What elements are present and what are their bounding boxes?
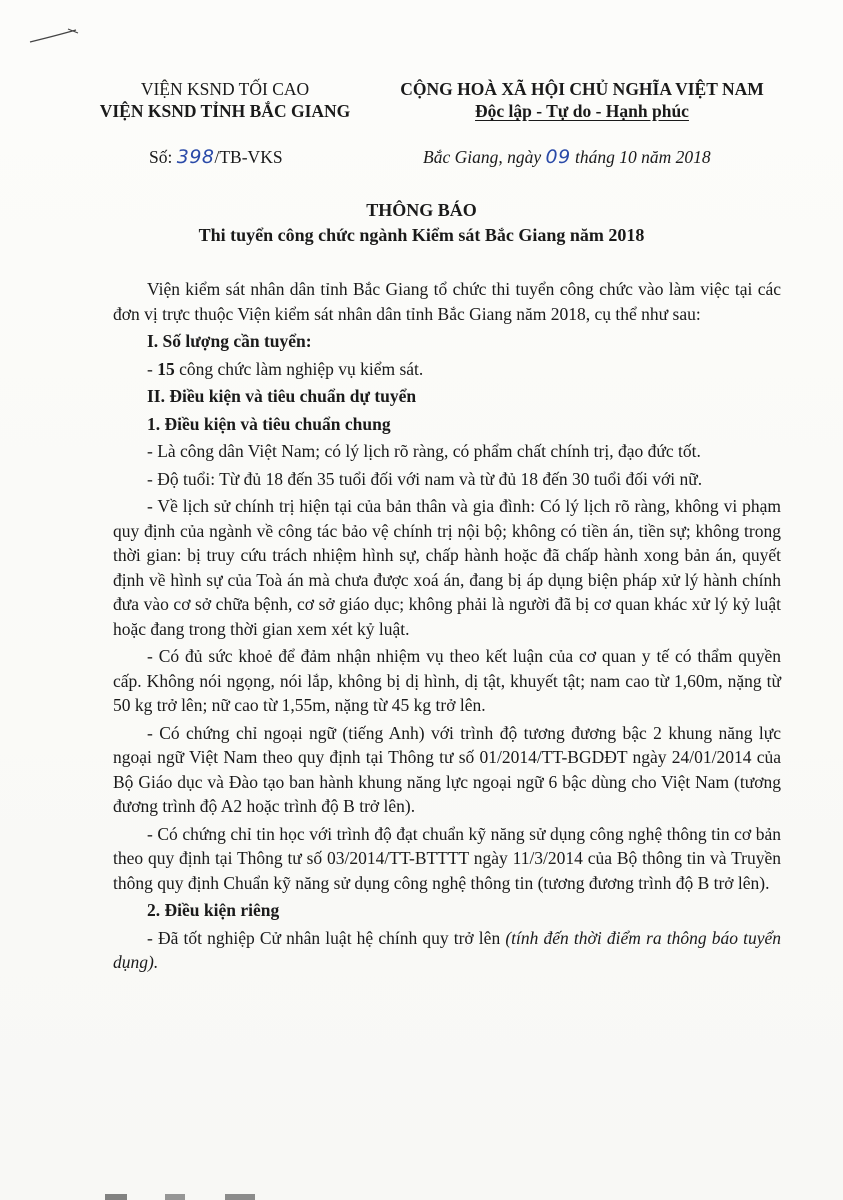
section-1-heading: I. Số lượng cần tuyển:	[147, 331, 312, 351]
number-suffix: /TB-VKS	[214, 147, 283, 167]
document-subtitle: Thi tuyển công chức ngành Kiểm sát Bắc Giang năm 2018	[198, 225, 645, 245]
document-number	[149, 146, 283, 168]
condition-political-history: - Về lịch sử chính trị hiện tại của bản thân và gia đình: Có lý lịch rõ ràng, không vi phạm quy định của ngành về công tác bảo vệ chính trị nội bộ; không có tiền án, tiền sự; không trong thời gian: bị truy cứu trách nhiệm hình sự, chấp hành hoặc đã chấp hành xong bản án, quyết định về hình sự của Toà án mà chưa được xoá án, đang bị áp dụng biện pháp xử lý hành chính đưa vào cơ sở chữa bệnh, cơ sở giáo dục; không phải là người đã bị cơ quan khác xử lý kỷ luật hoặc đang trong thời gian xem xét kỷ luật.	[113, 496, 781, 639]
recruit-count: 15	[157, 358, 175, 379]
scan-artifact-mark	[28, 26, 82, 46]
agency-line-2: VIỆN KSND TỈNH BẮC GIANG	[99, 101, 351, 121]
condition-it-certificate: - Có chứng chỉ tin học với trình độ đạt chuẩn kỹ năng sử dụng công nghệ thông tin cơ bản theo quy định tại Thông tư số 03/2014/TT-BTTTT ngày 11/3/2014 của Bộ thông tin và Truyền thông quy định Chuẩn kỹ năng sử dụng công nghệ thông tin (tương đương trình độ B trở lên).	[113, 823, 781, 893]
date-prefix: Bắc Giang, ngày	[423, 147, 546, 167]
handwritten-day: 09	[545, 146, 571, 168]
item-text: công chức làm nghiệp vụ kiểm sát.	[174, 358, 424, 379]
subsection-1-heading: 1. Điều kiện và tiêu chuẩn chung	[147, 413, 391, 434]
handwritten-number: 398	[176, 146, 215, 168]
document-title: THÔNG BÁO	[366, 200, 477, 220]
subsection-2-heading: 2. Điều kiện riêng	[147, 900, 280, 920]
nation-line-1: CỘNG HOÀ XÃ HỘI CHỦ NGHĨA VIỆT NAM	[400, 79, 764, 99]
nation-line-2: Độc lập - Tự do - Hạnh phúc	[475, 101, 689, 121]
agency-header	[95, 78, 355, 122]
condition-health: - Có đủ sức khoẻ để đảm nhận nhiệm vụ theo kết luận của cơ quan y tế có thẩm quyền cấp. Không nói ngọng, nói lắp, không bị dị hình, dị tật, khuyết tật; nam cao từ 1,60m, nặng từ 50 kg trở lên; nữ cao từ 1,55m, nặng từ 45 kg trở lên.	[113, 646, 781, 715]
condition-citizenship: - Là công dân Việt Nam; có lý lịch rõ ràng, có phẩm chất chính trị, đạo đức tốt.	[147, 441, 701, 461]
date-suffix: tháng 10 năm 2018	[570, 147, 711, 167]
scan-edge-artifact	[105, 1194, 325, 1200]
condition-foreign-language: - Có chứng chỉ ngoại ngữ (tiếng Anh) với trình độ tương đương bậc 2 khung năng lực ngoại ngữ Việt Nam theo quy định tại Thông tư số 01/2014/TT-BGDĐT ngày 24/01/2014 của Bộ Giáo dục và Đào tạo ban hành khung năng lực ngoại ngữ 6 bậc dùng cho Việt Nam (tương đương trình độ A2 hoặc trình độ B trở lên).	[113, 722, 781, 816]
item-dash: -	[147, 358, 158, 379]
number-prefix: Số:	[149, 147, 177, 167]
agency-line-1: VIỆN KSND TỐI CAO	[140, 79, 310, 99]
section-2-heading: II. Điều kiện và tiêu chuẩn dự tuyển	[147, 386, 417, 406]
degree-text: - Đã tốt nghiệp Cử nhân luật hệ chính quy trở lên	[147, 927, 506, 948]
degree-note: (tính đến thời điểm ra thông báo tuyển dụng).	[113, 927, 781, 972]
intro-paragraph: Viện kiểm sát nhân dân tỉnh Bắc Giang tổ chức thi tuyển công chức vào làm việc tại các đơn vị trực thuộc Viện kiểm sát nhân dân tỉnh Bắc Giang năm 2018, cụ thể như sau:	[113, 279, 781, 324]
section-1-item	[113, 357, 781, 382]
document-date	[423, 146, 711, 168]
national-motto-header	[372, 78, 792, 122]
document-body	[113, 277, 781, 975]
condition-age: - Độ tuổi: Từ đủ 18 đến 35 tuổi đối với nam và từ đủ 18 đến 30 tuổi đối với nữ.	[147, 468, 703, 489]
special-condition-degree	[113, 926, 781, 975]
